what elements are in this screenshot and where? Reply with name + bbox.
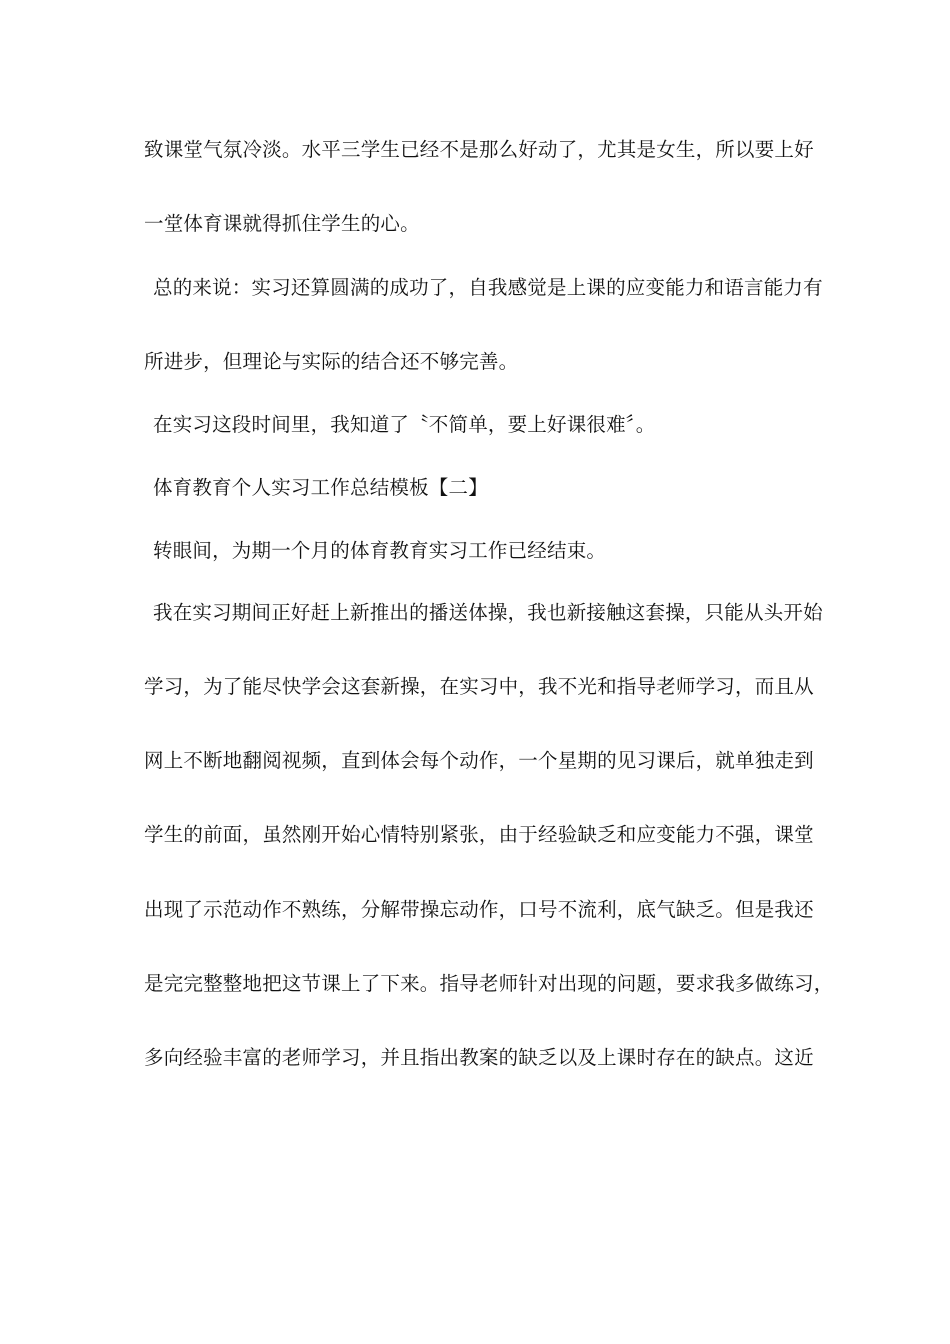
paragraph-line: 我在实习期间正好赶上新推出的播送体操，我也新接触这套操，只能从头开始: [153, 601, 823, 624]
section-heading: 体育教育个人实习工作总结模板【二】: [153, 476, 488, 499]
paragraph-line: 一堂体育课就得抓住学生的心。: [144, 212, 420, 235]
paragraph-line: 多向经验丰富的老师学习，并且指出教案的缺乏以及上课时存在的缺点。这近: [144, 1046, 814, 1069]
paragraph-line: 转眼间，为期一个月的体育教育实习工作已经结束。: [153, 539, 607, 562]
paragraph-line: 学习，为了能尽快学会这套新操，在实习中，我不光和指导老师学习，而且从: [144, 675, 814, 698]
paragraph-line: 总的来说：实习还算圆满的成功了，自我感觉是上课的应变能力和语言能力有: [153, 276, 823, 299]
paragraph-line: 致课堂气氛冷淡。水平三学生已经不是那么好动了，尤其是女生，所以要上好: [144, 138, 814, 161]
paragraph-line: 是完完整整地把这节课上了下来。指导老师针对出现的问题，要求我多做练习，: [144, 972, 834, 995]
paragraph-line: 出现了示范动作不熟练，分解带操忘动作，口号不流利，底气缺乏。但是我还: [144, 898, 814, 921]
paragraph-line: 所进步，但理论与实际的结合还不够完善。: [144, 350, 519, 373]
paragraph-line: 学生的前面，虽然刚开始心情特别紧张，由于经验缺乏和应变能力不强，课堂: [144, 823, 814, 846]
paragraph-line: 网上不断地翻阅视频，直到体会每个动作，一个星期的见习课后，就单独走到: [144, 749, 814, 772]
paragraph-line: 在实习这段时间里，我知道了〝不简单，要上好课很难〞。: [153, 413, 656, 436]
